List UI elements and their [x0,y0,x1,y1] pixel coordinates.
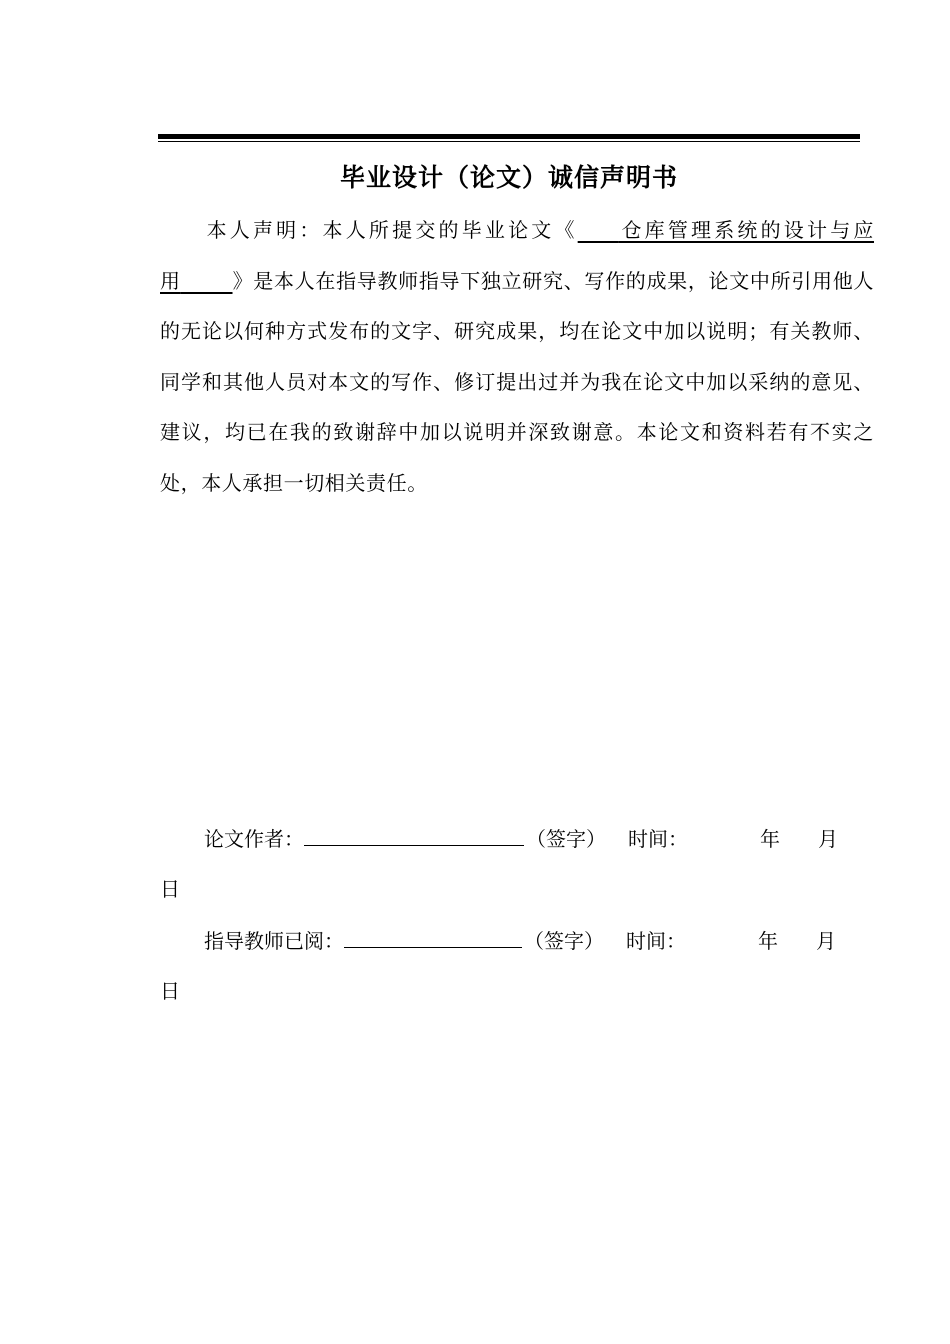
declaration-paragraph [160,205,874,508]
header-rule-thick [158,134,860,139]
page-title: 毕业设计（论文）诚信声明书 [339,163,678,192]
advisor-sign-note: （签字） [524,929,604,953]
advisor-time-label: 时间： [626,929,686,953]
thesis-title-part2: 用 [160,268,181,293]
author-year-label: 年 [760,827,780,851]
advisor-day-label: 日 [160,979,180,1003]
advisor-signature-block [160,916,860,1016]
author-signature-block [160,814,860,914]
advisor-year-label: 年 [758,929,778,953]
author-signature-line[interactable] [304,821,524,846]
advisor-label: 指导教师已阅： [204,929,344,953]
author-month-label: 月 [818,827,838,851]
author-time-label: 时间： [628,827,688,851]
declaration-prefix: 本人声明：本人所提交的毕业论文《 [204,218,578,242]
advisor-month-label: 月 [816,929,836,953]
advisor-signature-line[interactable] [344,923,522,948]
author-label: 论文作者： [204,827,304,851]
author-sign-note: （签字） [526,827,606,851]
author-day-label: 日 [160,877,180,901]
header-rule-thin [158,141,860,142]
declaration-suffix: 》是本人在指导教师指导下独立研究、写作的成果，论文中所引用他人的无论以何种方式发布的文字、研究成果，均在论文中加以说明；有关教师、同学和其他人员对本文的写作、修订提出过并为我在论文中加以采纳的意见、建议，均已在我的致谢辞中加以说明并深致谢意。本论文和资料若有不实之处，本人承担一切相关责任。 [160,268,874,495]
thesis-title-part1: 仓库管理系统的设计与应 [618,218,874,242]
